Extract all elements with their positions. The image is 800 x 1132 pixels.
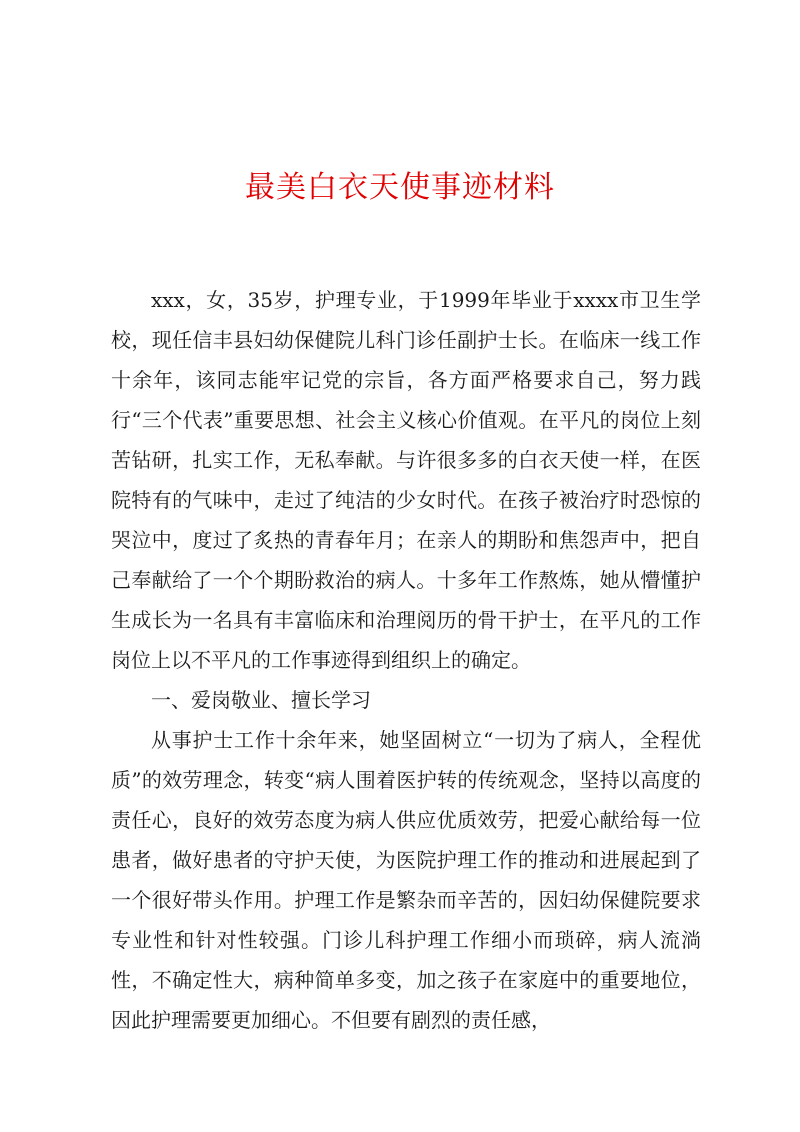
- intro-paragraph: xxx，女，35岁，护理专业，于1999年毕业于xxxx市卫生学校，现任信丰县妇幼保健院儿科门诊任副护士长。在临床一线工作十余年，该同志能牢记党的宗旨，各方面严格要求自己，努力践行“三个代表”重要思想、社会主义核心价值观。在平凡的岗位上刻苦钻研，扎实工作，无私奉献。与许很多多的白衣天使一样，在医院特有的气味中，走过了纯洁的少女时代。在孩子被治疗时恐惊的哭泣中，度过了炙热的青春年月；在亲人的期盼和焦怨声中，把自己奉献给了一个个期盼救治的病人。十多年工作熬炼，她从懵懂护生成长为一名具有丰富临床和治理阅历的骨干护士，在平凡的工作岗位上以不平凡的工作事迹得到组织上的确定。: [111, 288, 701, 672]
- document-body: [111, 280, 701, 1040]
- document-title: 最美白衣天使事迹材料: [245, 170, 555, 205]
- section-heading: 一、爱岗敬业、擅长学习: [151, 688, 371, 712]
- section-paragraph: 从事护士工作十余年来，她坚固树立“一切为了病人，全程优质”的效劳理念，转变“病人围着医护转的传统观念，坚持以高度的责任心，良好的效劳态度为病人供应优质效劳，把爱心献给每一位患者，做好患者的守护天使，为医院护理工作的推动和进展起到了一个很好带头作用。护理工作是繁杂而辛苦的，因妇幼保健院要求专业性和针对性较强。门诊儿科护理工作细小而琐碎，病人流淌性，不确定性大，病种简单多变，加之孩子在家庭中的重要地位，因此护理需要更加细心。不但要有剧烈的责任感，: [111, 728, 701, 1032]
